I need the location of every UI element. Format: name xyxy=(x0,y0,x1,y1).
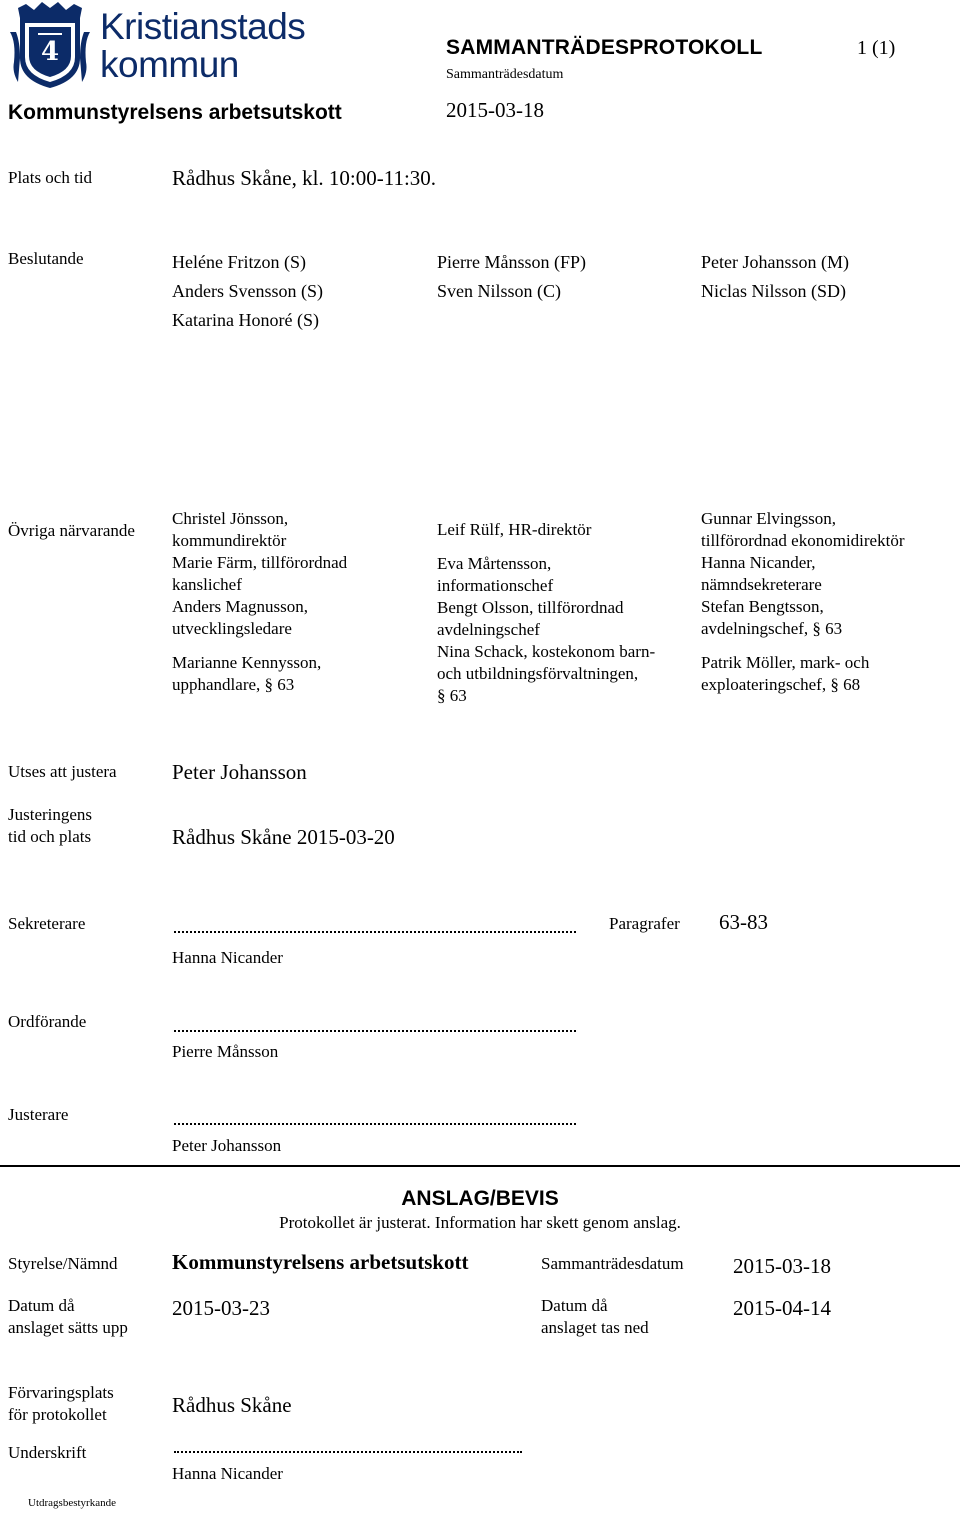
attendee-line: kanslichef xyxy=(172,575,242,594)
secretary-label: Sekreterare xyxy=(8,914,86,933)
committee-name: Kommunstyrelsens arbetsutskott xyxy=(8,101,342,124)
attendee-line: kommundirektör xyxy=(172,531,287,550)
attendee-line: och utbildningsförvaltningen, xyxy=(437,664,639,683)
member-name: Peter Johansson (M) xyxy=(701,252,849,272)
attendee-line: Patrik Möller, mark- och xyxy=(701,653,870,672)
board-value: Kommunstyrelsens arbetsutskott xyxy=(172,1250,469,1274)
storage-label-1: Förvaringsplats xyxy=(8,1383,114,1402)
attendee-line: Leif Rülf, HR-direktör xyxy=(437,520,592,539)
posted-date-label-1: Datum då xyxy=(8,1296,75,1315)
chair-name: Pierre Månsson xyxy=(172,1042,279,1061)
adjuster-appointed-value: Peter Johansson xyxy=(172,760,307,784)
attendee-line: informationschef xyxy=(437,576,554,595)
notice-subtitle: Protokollet är justerat. Information har skett genom anslag. xyxy=(279,1213,681,1232)
posted-date-value: 2015-03-23 xyxy=(172,1296,270,1320)
attendee-line: exploateringschef, § 68 xyxy=(701,675,861,694)
secretary-name: Hanna Nicander xyxy=(172,948,283,967)
member-name: Anders Svensson (S) xyxy=(172,281,323,301)
adjustment-time-label-2: tid och plats xyxy=(8,827,92,846)
chair-label: Ordförande xyxy=(8,1012,87,1031)
place-time-value: Rådhus Skåne, kl. 10:00-11:30. xyxy=(172,166,437,190)
posted-date-label-2: anslaget sätts upp xyxy=(8,1318,128,1337)
attendee-line: utvecklingsledare xyxy=(172,619,292,638)
attendee-line: nämndsekreterare xyxy=(701,575,822,594)
attendee-line: Hanna Nicander, xyxy=(701,553,816,572)
deciding-column-1 xyxy=(172,248,323,335)
chair-signature-line xyxy=(174,1030,576,1032)
board-label: Styrelse/Nämnd xyxy=(8,1254,118,1273)
attendee-line: upphandlare, § 63 xyxy=(172,675,295,694)
signature-label: Underskrift xyxy=(8,1443,87,1462)
attendee-line: Nina Schack, kostekonom barn- xyxy=(437,642,656,661)
attendee-line: Eva Mårtensson, xyxy=(437,554,552,573)
meeting-date: 2015-03-18 xyxy=(446,98,544,122)
removed-date-label-2: anslaget tas ned xyxy=(541,1318,649,1337)
page-number: 1 (1) xyxy=(857,37,896,59)
date-label: Sammanträdesdatum xyxy=(446,67,564,82)
paragraphs-label: Paragrafer xyxy=(609,914,680,933)
document-title: SAMMANTRÄDESPROTOKOLL xyxy=(446,36,763,59)
place-time-label: Plats och tid xyxy=(8,168,93,187)
attendee-line: § 63 xyxy=(437,686,467,705)
section-divider xyxy=(0,1165,960,1167)
footer-certification: Utdragsbestyrkande xyxy=(28,1497,116,1509)
notice-title: ANSLAG/BEVIS xyxy=(401,1187,559,1210)
secretary-signature-line xyxy=(174,931,576,933)
attendee-line: Stefan Bengtsson, xyxy=(701,597,824,616)
attendee-line: tillförordnad ekonomidirektör xyxy=(701,531,905,550)
member-name: Niclas Nilsson (SD) xyxy=(701,281,846,301)
member-name: Pierre Månsson (FP) xyxy=(437,252,586,272)
removed-date-label-1: Datum då xyxy=(541,1296,608,1315)
member-name: Katarina Honoré (S) xyxy=(172,310,319,330)
adjustment-time-value: Rådhus Skåne 2015-03-20 xyxy=(172,825,395,849)
attendee-line: avdelningschef xyxy=(437,620,540,639)
notice-meeting-date-value: 2015-03-18 xyxy=(733,1254,831,1278)
adjuster-signature-line xyxy=(174,1123,576,1125)
storage-label-2: för protokollet xyxy=(8,1405,107,1424)
others-present-label: Övriga närvarande xyxy=(8,521,135,540)
attendee-line: Marianne Kennysson, xyxy=(172,653,322,672)
member-name: Sven Nilsson (C) xyxy=(437,281,562,301)
storage-value: Rådhus Skåne xyxy=(172,1393,292,1417)
svg-text:4: 4 xyxy=(40,37,60,67)
member-name: Heléne Fritzon (S) xyxy=(172,252,306,272)
attendee-line: Anders Magnusson, xyxy=(172,597,308,616)
adjustment-time-label-1: Justeringens xyxy=(8,805,93,824)
deciding-label: Beslutande xyxy=(8,249,84,268)
attendee-line: Marie Färm, tillförordnad xyxy=(172,553,348,572)
adjuster-name: Peter Johansson xyxy=(172,1136,282,1155)
attendee-line: Bengt Olsson, tillförordnad xyxy=(437,598,624,617)
removed-date-value: 2015-04-14 xyxy=(733,1296,831,1320)
municipality-logo xyxy=(8,2,318,92)
logo-name-line1: Kristianstads xyxy=(100,6,306,47)
adjuster-appointed-label: Utses att justera xyxy=(8,762,117,781)
notice-meeting-date-label: Sammanträdesdatum xyxy=(541,1254,684,1273)
attendee-line: avdelningschef, § 63 xyxy=(701,619,843,638)
deciding-column-3 xyxy=(701,248,849,306)
notice-signature-line xyxy=(174,1451,522,1453)
attendee-line: Gunnar Elvingsson, xyxy=(701,509,837,528)
adjuster-label: Justerare xyxy=(8,1105,69,1124)
coat-of-arms-icon xyxy=(8,2,92,90)
deciding-column-2 xyxy=(437,248,586,306)
logo-name-line2: kommun xyxy=(100,44,239,85)
notice-signature-name: Hanna Nicander xyxy=(172,1464,283,1483)
attendee-line: Christel Jönsson, xyxy=(172,509,289,528)
paragraphs-value: 63-83 xyxy=(719,910,768,934)
